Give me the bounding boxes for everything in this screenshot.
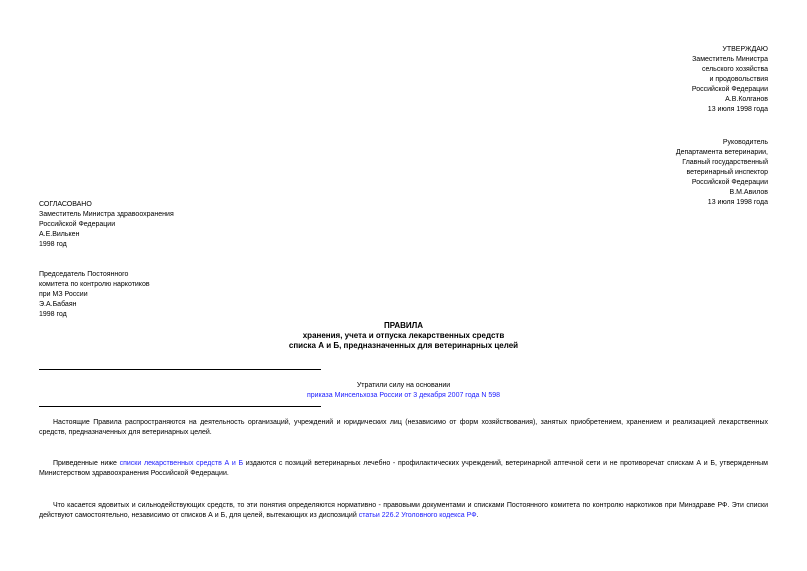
- committee-line: при МЗ России: [39, 291, 88, 298]
- committee-signer: Э.А.Бабаян: [39, 301, 77, 308]
- agreed-signer: А.Е.Вилькен: [39, 231, 80, 238]
- approval-line: Главный государственный: [682, 159, 768, 166]
- title-main: ПРАВИЛА: [383, 321, 424, 330]
- agreed-heading: СОГЛАСОВАНО: [39, 201, 92, 208]
- void-notice: [0, 381, 807, 401]
- committee-block: [39, 270, 279, 320]
- agreed-line: Заместитель Министра здравоохранения: [39, 211, 174, 218]
- void-order-link[interactable]: приказа Минсельхоза России от 3 декабря 2007 года N 598: [306, 392, 501, 399]
- void-notice-text: Утратили силу на основании: [356, 382, 451, 389]
- agreed-line: Российской Федерации: [39, 221, 116, 228]
- approval-block: [548, 45, 768, 208]
- approval-signer: А.В.Колганов: [725, 96, 768, 103]
- approval-line: Российской Федерации: [691, 179, 768, 186]
- paragraph-poisons: [39, 501, 768, 521]
- paragraph-lists-text: Приведенные ниже: [53, 460, 120, 467]
- title-sub-1: хранения, учета и отпуска лекарственных средств: [302, 331, 505, 340]
- lists-a-b-link[interactable]: списки лекарственных средств А и Б: [119, 460, 244, 467]
- committee-line: комитета по контролю наркотиков: [39, 281, 150, 288]
- paragraph-lists-text-end: издаются с позиций ветеринарных лечебно - профилактических учреждений, ветеринарной аптечной сети и не противоречат спискам А и Б, утвержденным Министерством здравоохранения Российской Федерации.: [39, 460, 768, 477]
- criminal-code-link[interactable]: статьи 226.2 Уголовного кодекса РФ: [358, 512, 477, 519]
- agreed-date: 1998 год: [39, 241, 67, 248]
- approval-date: 13 июля 1998 года: [707, 106, 768, 113]
- title-sub-2: списка А и Б, предназначенных для ветеринарных целей: [288, 341, 519, 350]
- paragraph-lists: [39, 459, 768, 479]
- approval-line: сельского хозяйства: [701, 66, 768, 73]
- divider-top: [39, 369, 321, 370]
- approval-line: Руководитель: [722, 139, 768, 146]
- divider-bottom: [39, 406, 321, 407]
- approval-heading: УТВЕРЖДАЮ: [722, 46, 768, 53]
- approval-line: ветеринарный инспектор: [686, 169, 768, 176]
- approval-line: Департамента ветеринарии,: [675, 149, 768, 156]
- approval-line: и продовольствия: [709, 76, 768, 83]
- committee-line: Председатель Постоянного: [39, 271, 129, 278]
- paragraph-poisons-end: .: [476, 512, 479, 519]
- approval-line: Российской Федерации: [691, 86, 768, 93]
- committee-date: 1998 год: [39, 311, 67, 318]
- paragraph-poisons-text: Что касается ядовитых и сильнодействующих средств, то эти понятия определяются нормативно - правовыми документами и списками Постоянного комитета по контролю наркотиков при Минздраве РФ. Эти списки действуют самостоятельно, независимо от списков А и Б, для целей, вытекающих из диспозиций: [39, 502, 768, 519]
- document-title: [0, 321, 807, 351]
- approval-date: 13 июля 1998 года: [707, 199, 768, 206]
- agreed-block: [39, 200, 279, 250]
- paragraph-scope: Настоящие Правила распространяются на деятельность организаций, учреждений и юридических лиц (независимо от форм хозяйствования), занятых приобретением, хранением и реализацией лекарственных средств, предназначенных для ветеринарных целей.: [39, 419, 768, 436]
- approval-signer: В.М.Авилов: [729, 189, 768, 196]
- approval-line: Заместитель Министра: [692, 56, 768, 63]
